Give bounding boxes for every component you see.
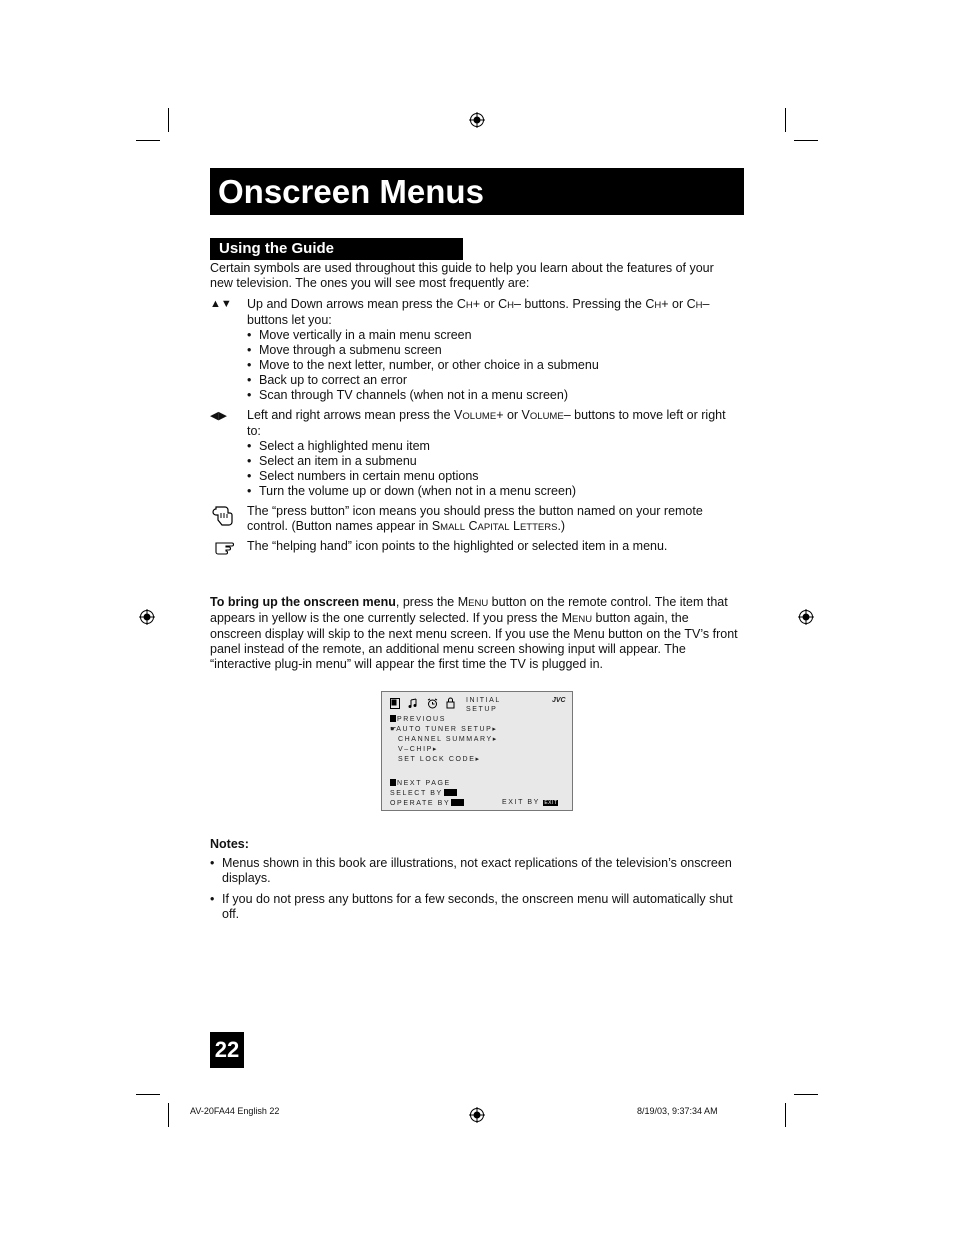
menu-item-selected: ☛AUTO TUNER SETUP▸ <box>390 726 498 733</box>
press-button-description: The “press button” icon means you should press the button named on your remote control. (Button names appear in SMALL CAPITAL LETTERS.) <box>247 504 703 533</box>
crop-mark <box>168 1103 169 1127</box>
page-title-bar <box>210 168 744 215</box>
lock-icon <box>446 697 455 709</box>
press-button-icon <box>212 504 236 528</box>
list-item: • Move through a submenu screen <box>247 343 742 358</box>
picture-icon <box>390 698 400 709</box>
menu-exit-by: EXIT BY EXIT <box>502 799 558 806</box>
leftright-description <box>247 408 742 499</box>
helping-hand-icon <box>214 538 236 556</box>
menu-operate-by: OPERATE BY <box>390 799 464 807</box>
crop-mark <box>794 1094 818 1095</box>
list-item: • Menus shown in this book are illustrations, not exact replications of the television’s onscreen displays. <box>210 856 740 886</box>
list-item: • Move to the next letter, number, or other choice in a submenu <box>247 358 742 373</box>
menu-next-page: NEXT PAGE <box>390 779 451 787</box>
menu-header-line2: SETUP <box>466 706 498 713</box>
notes-title: Notes: <box>210 837 249 851</box>
list-item: • Move vertically in a main menu screen <box>247 328 742 343</box>
menu-item: V–CHIP▸ <box>398 746 438 753</box>
list-item: • Select an item in a submenu <box>247 454 742 469</box>
list-item: • Scan through TV channels (when not in a menu screen) <box>247 388 742 403</box>
list-item: • Turn the volume up or down (when not in a menu screen) <box>247 484 742 499</box>
helping-hand-description: The “helping hand” icon points to the highlighted or selected item in a menu. <box>247 539 668 553</box>
updown-text: Up and Down arrows mean press the CH+ or CH– buttons. Pressing the CH+ or CH– buttons let you: <box>247 297 710 327</box>
registration-mark-icon <box>798 609 814 625</box>
registration-mark-icon <box>139 609 155 625</box>
list-item: • Select numbers in certain menu options <box>247 469 742 484</box>
list-item: • Back up to correct an error <box>247 373 742 388</box>
crop-mark <box>794 140 818 141</box>
intro-paragraph: Certain symbols are used throughout this guide to help you learn about the features of your new television. The ones you will see most frequently are: <box>210 261 714 290</box>
crop-mark <box>785 108 786 132</box>
registration-mark-icon <box>469 112 485 128</box>
page-title: Onscreen Menus <box>218 173 484 210</box>
page-number: 22 <box>210 1032 244 1068</box>
list-item: • Select a highlighted menu item <box>247 439 742 454</box>
left-right-arrows-icon: ◀▶ <box>210 410 227 422</box>
section-heading: Using the Guide <box>219 240 335 257</box>
alarm-clock-icon <box>427 698 438 709</box>
music-note-icon <box>408 698 419 709</box>
up-down-arrows-icon: ▲▼ <box>210 298 232 310</box>
list-item: • If you do not press any buttons for a few seconds, the onscreen menu will automatically shut off. <box>210 892 740 922</box>
leftright-bullet-list <box>247 439 742 499</box>
notes-list <box>210 856 740 928</box>
onscreen-menu-illustration <box>381 691 573 811</box>
menu-previous: PREVIOUS <box>390 715 446 723</box>
updown-description <box>247 297 742 403</box>
footer-file-info: AV-20FA44 English 22 <box>190 1106 280 1116</box>
menu-select-by: SELECT BY <box>390 789 457 797</box>
footer-timestamp: 8/19/03, 9:37:34 AM <box>637 1106 718 1116</box>
updown-bullet-list <box>247 328 742 403</box>
menu-header-line1: INITIAL <box>466 697 501 704</box>
menu-item: SET LOCK CODE▸ <box>398 756 481 763</box>
crop-mark <box>136 1094 160 1095</box>
menu-paragraph: To bring up the onscreen menu, press the MENU button on the remote control. The item that appears in yellow is the one currently selected. If you press the MENU button again, the onscreen display will skip to the next menu screen. If you use the Menu button on the TV’s front panel instead of the remote, an additional menu screen showing input will appear. The “interactive plug-in menu” will appear the first time the TV is plugged in. <box>210 595 738 671</box>
crop-mark <box>785 1103 786 1127</box>
crop-mark <box>136 140 160 141</box>
section-heading-bar <box>210 238 463 260</box>
registration-mark-icon <box>469 1107 485 1123</box>
brand-logo: JVC <box>552 697 566 704</box>
leftright-text: Left and right arrows mean press the VOLUME+ or VOLUME– buttons to move left or right to: <box>247 408 726 438</box>
menu-item: CHANNEL SUMMARY▸ <box>398 736 498 743</box>
crop-mark <box>168 108 169 132</box>
